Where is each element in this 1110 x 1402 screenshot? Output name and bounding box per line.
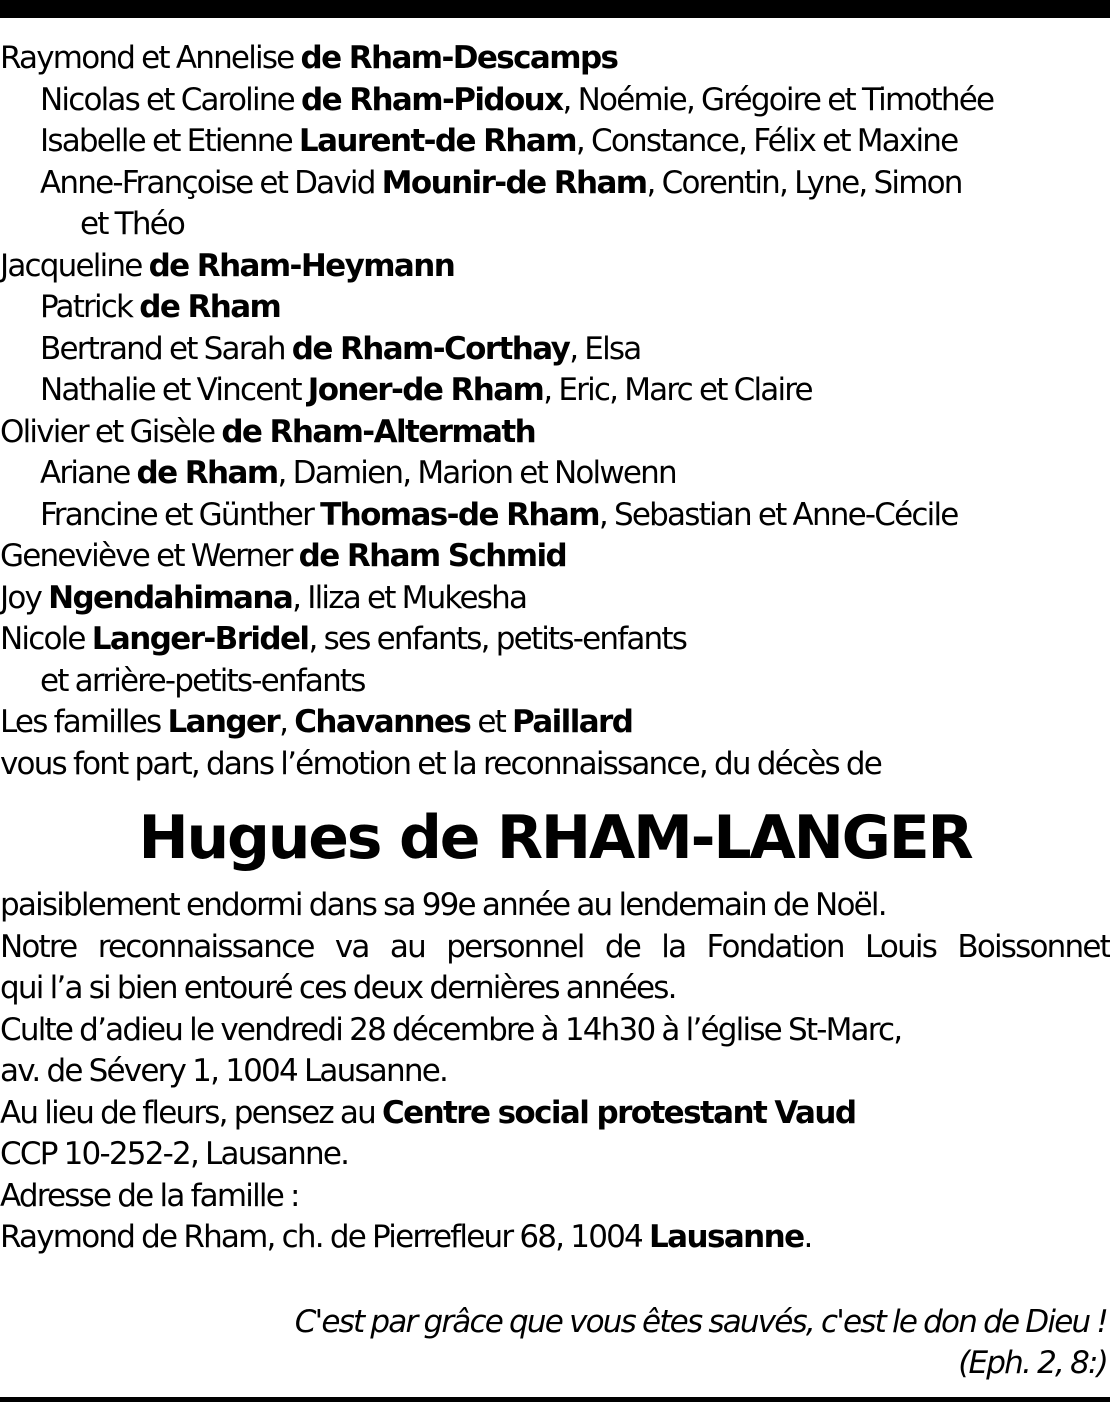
text-segment: Anne-Françoise et David <box>40 164 382 201</box>
name-bold: Thomas-de Rham <box>320 496 599 533</box>
name-bold: Chavannes <box>294 704 471 740</box>
verse-reference: (Eph. 2, 8:) <box>958 1345 1107 1381</box>
family-line <box>0 495 1110 537</box>
text-segment: , <box>279 704 295 740</box>
text-segment: , Iliza et Mukesha <box>292 579 527 616</box>
text-segment: Nicolas et Caroline <box>40 81 301 118</box>
name-bold: Langer <box>167 704 280 740</box>
text-segment: Jacqueline <box>0 247 149 284</box>
name-bold: de Rham <box>139 289 281 325</box>
body-line <box>0 1093 1110 1135</box>
text-segment: CCP 10-252-2, Lausanne. <box>0 1136 349 1172</box>
family-line <box>0 246 1110 288</box>
text-segment: Au lieu de fleurs, pensez au <box>0 1094 383 1131</box>
text-segment: Nicole <box>0 621 92 657</box>
text-segment: Bertrand et Sarah <box>40 330 292 367</box>
text-segment: , Damien, Marion et Nolwenn <box>277 455 676 491</box>
body-line <box>0 1176 1110 1218</box>
text-segment: Raymond de Rham, ch. de Pierrefleur 68, 1004 <box>0 1219 650 1255</box>
body-line <box>0 1217 1110 1259</box>
family-line <box>0 329 1110 371</box>
text-segment: , Sebastian et Anne-Cécile <box>598 496 958 533</box>
name-bold: de Rham-Heymann <box>148 247 455 284</box>
name-bold: Mounir-de Rham <box>381 164 647 201</box>
text-segment: av. de Sévery 1, 1004 Lausanne. <box>0 1053 448 1089</box>
family-list <box>0 38 1110 785</box>
name-bold: Ngendahimana <box>48 579 293 616</box>
family-line <box>0 80 1110 122</box>
name-bold: de Rham-Corthay <box>291 330 570 367</box>
name-bold: Langer-Bridel <box>91 621 309 657</box>
family-line <box>0 744 1110 786</box>
text-segment: et <box>470 704 513 740</box>
text-segment: , Elsa <box>569 330 641 367</box>
text-segment: , ses enfants, petits-enfants <box>308 621 687 657</box>
text-segment: Ariane <box>40 455 137 491</box>
text-segment: Francine et Günther <box>40 496 321 533</box>
text-segment: vous font part, dans l’émotion et la reconnaissance, du décès de <box>0 745 882 782</box>
name-bold: Joner-de Rham <box>307 372 544 408</box>
verse-text: C'est par grâce que vous êtes sauvés, c'est le don de Dieu ! <box>294 1304 1107 1340</box>
family-line <box>0 287 1110 329</box>
name-bold: Centre social protestant Vaud <box>382 1094 856 1131</box>
body-line <box>0 927 1110 969</box>
text-segment: paisiblement endormi dans sa 99e année au lendemain de Noël. <box>0 887 886 923</box>
name-bold: de Rham-Altermath <box>221 413 536 450</box>
text-segment: , Constance, Félix et Maxine <box>575 123 958 159</box>
text-segment: , Eric, Marc et Claire <box>543 372 812 408</box>
family-line <box>0 38 1110 80</box>
family-line <box>0 536 1110 578</box>
announcement-body <box>0 885 1110 1259</box>
text-segment: Culte d’adieu le vendredi 28 décembre à 14h30 à l’église St-Marc, <box>0 1011 902 1048</box>
family-line <box>0 163 1110 205</box>
bible-verse <box>295 1302 1107 1384</box>
deceased-name: Hugues de RHAM-LANGER <box>138 803 972 873</box>
family-line <box>0 412 1110 454</box>
bottom-rule <box>0 1397 1110 1402</box>
text-segment: Isabelle et Etienne <box>40 123 299 159</box>
text-segment: Joy <box>0 579 49 616</box>
text-segment: Adresse de la famille : <box>0 1177 299 1214</box>
text-segment: qui l’a si bien entouré ces deux dernières années. <box>0 970 676 1006</box>
name-bold: de Rham-Descamps <box>300 40 618 76</box>
text-segment: et arrière-petits-enfants <box>40 662 365 699</box>
body-line <box>0 968 1110 1010</box>
family-line <box>0 453 1110 495</box>
body-line <box>0 1134 1110 1176</box>
family-line <box>0 578 1110 620</box>
text-segment: Nathalie et Vincent <box>40 372 308 408</box>
name-bold: de Rham Schmid <box>298 538 567 574</box>
text-segment: et Théo <box>80 206 185 242</box>
name-bold: Lausanne <box>649 1219 804 1255</box>
family-line <box>0 370 1110 412</box>
name-bold: de Rham <box>136 455 278 491</box>
family-line <box>0 661 1110 703</box>
family-line <box>0 121 1110 163</box>
text-segment: . <box>803 1219 812 1255</box>
body-line <box>0 1051 1110 1093</box>
text-segment: Raymond et Annelise <box>0 40 301 76</box>
text-segment: , Noémie, Grégoire et Timothée <box>562 81 994 118</box>
family-line <box>0 204 1110 246</box>
text-segment: , Corentin, Lyne, Simon <box>646 164 962 201</box>
text-segment: Geneviève et Werner <box>0 538 299 574</box>
name-bold: de Rham-Pidoux <box>300 81 563 118</box>
family-line <box>0 702 1110 744</box>
text-segment: Les familles <box>0 704 168 740</box>
name-bold: Laurent-de Rham <box>298 123 576 159</box>
top-rule <box>0 0 1110 18</box>
body-line <box>0 885 1110 927</box>
name-bold: Paillard <box>512 704 633 740</box>
text-segment: Olivier et Gisèle <box>0 413 222 450</box>
text-segment: Patrick <box>40 289 140 325</box>
family-line <box>0 619 1110 661</box>
body-line <box>0 1010 1110 1052</box>
text-segment: Notre reconnaissance va au personnel de la Fondation Louis Boissonnet <box>0 928 1110 965</box>
